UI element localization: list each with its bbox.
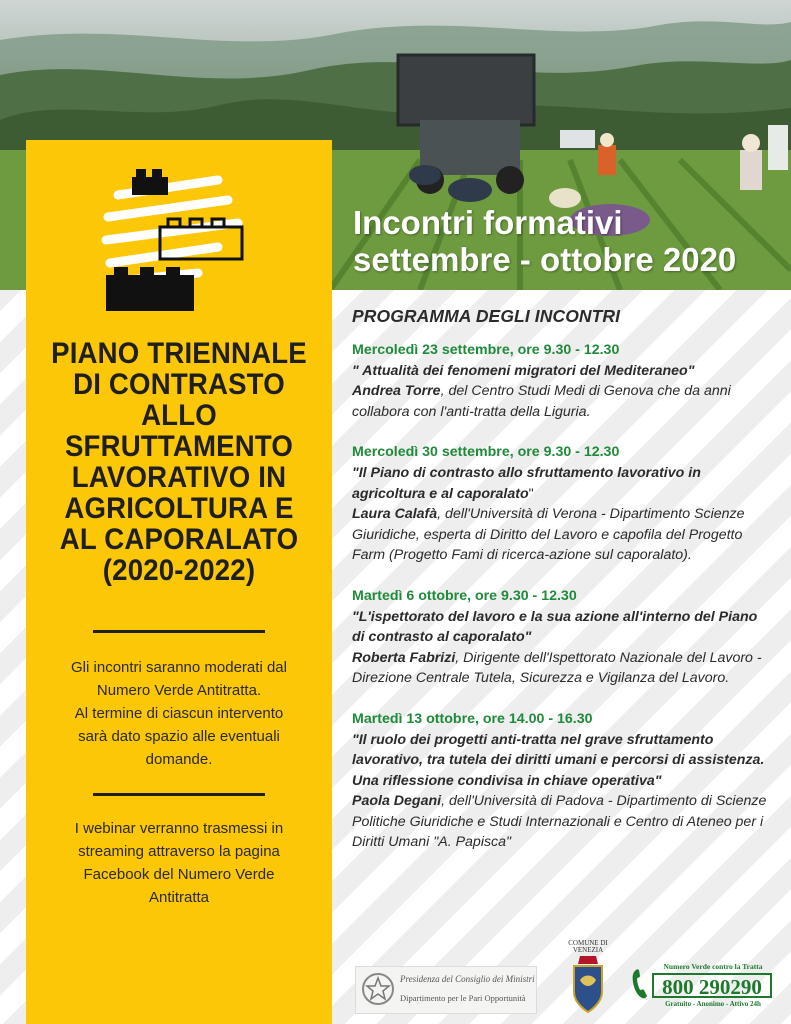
- venezia-crest-icon: [568, 954, 608, 1014]
- numero-verde-title: Numero Verde contro la Tratta: [663, 962, 763, 971]
- moderation-line: Gli incontri saranno moderati dal: [71, 659, 287, 676]
- plan-title-line: AGRICOLTURA E: [64, 492, 294, 525]
- event-talk-tail: ": [528, 485, 534, 502]
- venezia-label-line1: COMUNE DI: [568, 939, 608, 947]
- presidenza-logo: [355, 966, 537, 1014]
- event-date: Mercoledì 23 settembre, ore 9.30 - 12.30: [352, 342, 620, 358]
- event-speaker: Paola Degani: [352, 793, 442, 810]
- plan-title: [38, 338, 320, 586]
- event-speaker-desc: , del Centro Studi Medi di Genova che da anni collabora con l'anti-tratta della Liguria.: [352, 383, 731, 420]
- header-title-line1: Incontri formativi: [353, 204, 623, 241]
- header-title: [353, 204, 783, 278]
- divider: [93, 793, 265, 796]
- phone-icon: [632, 968, 650, 1000]
- event-speaker-desc: , dell'Università di Padova - Dipartimento di Scienze Politiche Giuridiche e Studi Internazionali e Centro di Ateneo per i Diritti Umani "A. Papisca": [352, 793, 767, 851]
- event-item: [352, 586, 772, 689]
- program-heading: PROGRAMMA DEGLI INCONTRI: [352, 306, 621, 326]
- presidenza-name: Presidenza del Consiglio dei Ministri: [400, 974, 535, 984]
- event-speaker: Roberta Fabrizi: [352, 649, 456, 666]
- moderation-line: sarà dato spazio alle eventuali: [78, 728, 280, 745]
- event-talk-title: "L'ispettorato del lavoro e la sua azione all'interno del Piano di contrasto al caporalato": [352, 608, 758, 646]
- sidebar-panel: [26, 140, 332, 1024]
- moderation-line: Al termine di ciascun intervento: [74, 705, 284, 722]
- event-talk-title: "Il ruolo dei progetti anti-tratta nel grave sfruttamento lavorativo, tra tutela dei diritti umani e percorsi di assistenza. Una riflessione condivisa in chiave operativa": [352, 731, 765, 789]
- event-speaker: Laura Calafà: [352, 506, 438, 523]
- plan-title-line: ALLO: [141, 399, 217, 432]
- moderation-line: domande.: [145, 751, 213, 768]
- event-item: [352, 340, 772, 422]
- moderation-line: Numero Verde Antitratta.: [96, 682, 262, 699]
- webinar-note: [40, 817, 318, 909]
- event-item: [352, 709, 772, 853]
- moderation-note: [40, 656, 318, 771]
- event-speaker: Andrea Torre: [352, 383, 441, 400]
- presidenza-department: Dipartimento per le Pari Opportunità: [400, 993, 526, 1003]
- divider: [93, 630, 265, 633]
- webinar-line: I webinar verranno trasmessi in: [74, 820, 284, 837]
- program-section: [352, 306, 772, 873]
- plan-title-line: AL CAPORALATO: [59, 523, 299, 556]
- plan-title-line: DI CONTRASTO: [73, 368, 285, 401]
- webinar-line: streaming attraverso la pagina: [78, 843, 280, 860]
- event-talk-title: "Il Piano di contrasto allo sfruttamento lavorativo in agricoltura e al caporalato: [352, 464, 701, 502]
- webinar-line: Facebook del Numero Verde: [83, 866, 275, 883]
- event-speaker-desc: , dell'Università di Verona - Dipartimento Scienze Giuridiche, esperta di Diritto del Lavoro e capofila del Progetto Farm (Progetto Fami di ricerca-azione sul caporalato).: [352, 506, 745, 564]
- event-speaker-desc: , Dirigente dell'Ispettorato Nazionale del Lavoro - Direzione Centrale Tutela, Sicurezza e Vigilanza del Lavoro.: [352, 649, 762, 687]
- plan-title-line: (2020-2022): [102, 554, 256, 587]
- italian-emblem-icon: [360, 970, 396, 1008]
- webinar-line: Antitratta: [148, 889, 210, 906]
- event-item: [352, 442, 772, 566]
- numero-verde-logo: [632, 962, 774, 1012]
- event-date: Mercoledì 30 settembre, ore 9.30 - 12.30: [352, 444, 620, 461]
- venezia-logo: [563, 940, 613, 1020]
- puzzle-bricks-illustration: [98, 155, 258, 315]
- plan-title-line: PIANO TRIENNALE: [51, 337, 307, 370]
- numero-verde-subtitle: Gratuito - Anonimo - Attivo 24h: [665, 1000, 761, 1008]
- plan-title-line: SFRUTTAMENTO: [64, 430, 294, 463]
- event-date: Martedì 6 ottobre, ore 9.30 - 12.30: [352, 587, 577, 604]
- event-talk-title: " Attualità dei fenomeni migratori del Mediteraneo": [352, 362, 695, 379]
- venezia-label-line2: VENEZIA: [572, 946, 604, 954]
- header-title-line2: settembre - ottobre 2020: [353, 241, 737, 278]
- numero-verde-number: 800 290290: [652, 973, 772, 998]
- event-date: Martedì 13 ottobre, ore 14.00 - 16.30: [352, 710, 593, 727]
- plan-title-line: LAVORATIVO IN: [71, 461, 287, 494]
